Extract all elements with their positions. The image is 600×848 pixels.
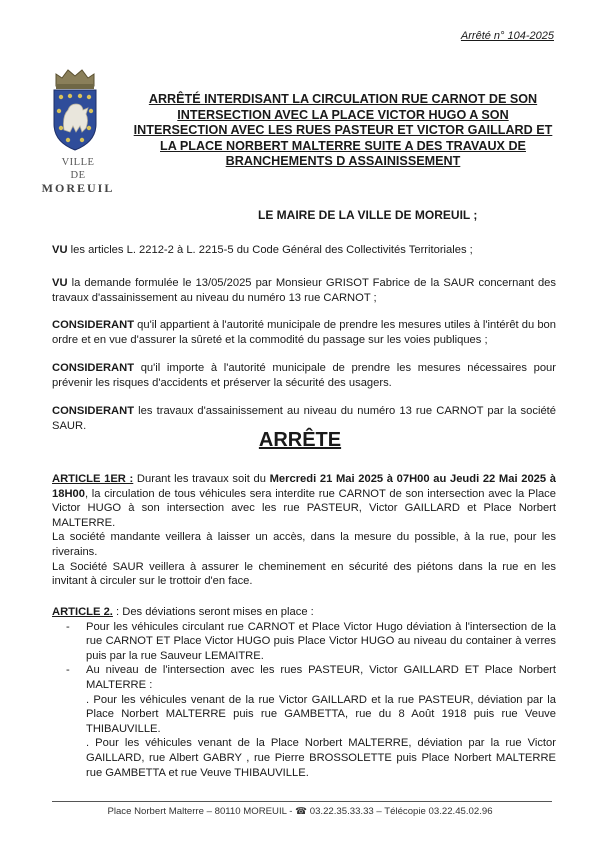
- consideration-lead: CONSIDERANT: [52, 319, 135, 331]
- town-line-de: DE: [70, 170, 86, 181]
- footer-contact: [0, 806, 600, 817]
- telephone-icon: ☎: [295, 806, 308, 817]
- consideration-3: [52, 318, 556, 347]
- consideration-4: [52, 361, 556, 390]
- consideration-lead: CONSIDERANT: [52, 405, 135, 417]
- consideration-lead: CONSIDERANT: [52, 362, 135, 374]
- article-2: [52, 605, 556, 780]
- deviation-subitem: . Pour les véhicules venant de la rue Victor GAILLARD et la rue PASTEUR, déviation par la Place Norbert MALTERRE puis rue GAMBETTA, rue du 8 Août 1918 puis rue Veuve THIBAUVILLE.: [86, 693, 556, 735]
- list-dash: -: [66, 664, 70, 677]
- article-1-dates: Mercredi 21 Mai 2025 à 07H00 au Jeudi 22 Mai 2025 à 18H00: [52, 473, 556, 500]
- arrete-title: ARRÊTÉ INTERDISANT LA CIRCULATION RUE CARNOT DE SON INTERSECTION AVEC LA PLACE VICTOR HUGO A SON INTERSECTION AVEC LES RUES PASTEUR ET VICTOR GAILLARD ET LA PLACE NORBERT MALTERRE SUITE A DES TRAVAUX DE BRANCHEMENTS D ASSAINISSEMENT: [133, 92, 553, 169]
- consideration-text: la demande formulée le 13/05/2025 par Monsieur GRISOT Fabrice de la SAUR concernant des travaux d'assainissement au niveau du numéro 13 rue CARNOT ;: [52, 277, 556, 304]
- article-1-intro: Durant les travaux soit du: [133, 473, 270, 485]
- article-1-rest: , la circulation de tous véhicules sera interdite rue CARNOT de son intersection avec la Place Victor HUGO à son intersection avec les rue PASTEUR, Victor GAILLARD et Place Norbert MALTERRE.: [52, 487, 556, 529]
- footer-divider: [52, 801, 552, 802]
- deviation-item: [52, 620, 556, 664]
- article-1-access: La société mandante veillera à laisser un accès, dans la mesure du possible, à la rue, pour les riverains.: [52, 531, 556, 558]
- article-1-body: [52, 472, 556, 530]
- deviation-text: Pour les véhicules circulant rue CARNOT et Place Victor Hugo déviation à l'intersection de la rue CARNOT ET Place Victor HUGO puis Place Victor HUGO au niveau du container à verres puis par la rue Sauveur LEMAITRE.: [86, 620, 556, 662]
- article-1: [52, 472, 556, 589]
- article-1-pedestrians: La Société SAUR veillera à assurer le cheminement en sécurité des piétons dans la rue en les invitant à circuler sur le trottoir d'en face.: [52, 560, 556, 588]
- consideration-lead: VU: [52, 244, 68, 256]
- town-coat-of-arms: [46, 66, 104, 152]
- article-2-intro: : Des déviations seront mises en place :: [112, 606, 314, 618]
- deviation-subitem: . Pour les véhicules venant de la Place Norbert MALTERRE, déviation par la rue Victor GAILLARD, rue Albert GABRY , rue Pierre BROSSOLETTE puis Place Norbert MALTERRE rue GAMBETTA et rue Veuve THIBAUVILLE.: [86, 737, 556, 779]
- consideration-text: les articles L. 2212-2 à L. 2215-5 du Code Général des Collectivités Territoriales ;: [67, 244, 473, 256]
- footer-phone: 03.22.35.33.33 – Télécopie 03.22.45.02.96: [307, 806, 493, 817]
- consideration-1: [52, 243, 556, 258]
- footer-address: Place Norbert Malterre – 80110 MOREUIL -: [107, 806, 296, 817]
- consideration-lead: VU: [52, 277, 68, 289]
- maire-line: LE MAIRE DE LA VILLE DE MOREUIL ;: [258, 208, 478, 222]
- town-name-block: [40, 156, 116, 195]
- article-2-label: ARTICLE 2.: [52, 606, 113, 618]
- arrete-reference: Arrêté n° 104-2025: [460, 30, 554, 42]
- consideration-text: les travaux d'assainissement au niveau du numéro 13 rue CARNOT par la société SAUR.: [52, 405, 556, 432]
- town-line-ville: VILLE: [61, 157, 95, 168]
- consideration-2: [52, 276, 556, 305]
- deviation-item: [52, 663, 556, 692]
- town-line-moreuil: MOREUIL: [41, 181, 115, 195]
- consideration-text: qu'il appartient à l'autorité municipale de prendre les mesures utiles à l'intérêt du bon ordre et en vue d'assurer la sûreté et la commodité du passage sur les voies publiques ;: [52, 319, 556, 346]
- consideration-text: qu'il importe à l'autorité municipale de prendre les mesures nécessaires pour prévenir les risques d'accidents et préserver la sécurité des usagers.: [52, 362, 556, 389]
- deviation-text: Au niveau de l'intersection avec les rues PASTEUR, Victor GAILLARD ET Place Norbert MALTERRE :: [86, 664, 556, 691]
- list-dash: -: [66, 620, 70, 633]
- article-1-label: ARTICLE 1ER :: [52, 473, 134, 485]
- arrete-heading: ARRÊTE: [258, 429, 342, 451]
